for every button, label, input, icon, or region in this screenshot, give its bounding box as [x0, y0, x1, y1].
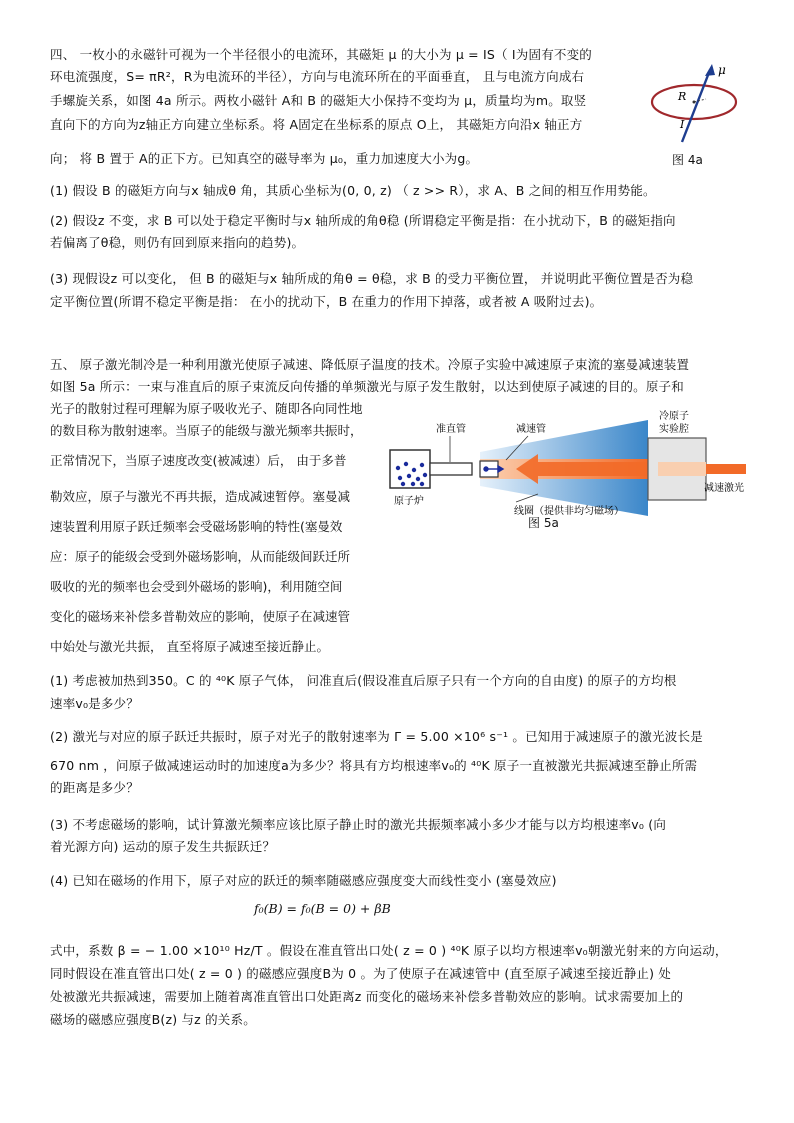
s5-line-3: 光子的散射过程可理解为原子吸收光子、随即各向同性地 [50, 401, 363, 416]
s5-question-1a: (1) 考虑被加热到350。C 的 ⁴⁰K 原子气体， 问准直后(假设准直后原子只有一个方向的自由度) 的原子的方均根 [50, 673, 677, 688]
s5-line-11: 中始处与激光共振， 直至将原子减速至接近静止。 [50, 639, 329, 654]
s5-question-4b: 式中，系数 β = − 1.00 ×10¹⁰ Hz/T 。假设在准直管出口处( z = 0 ) ⁴⁰K 原子以均方根速率v₀朝激光射来的方向运动， [50, 943, 728, 958]
s5-line-10: 变化的磁场来补偿多普勒效应的影响，使原子在减速管 [50, 609, 351, 624]
s4-line-1: 四、 一枚小的永磁针可视为一个半径很小的电流环，其磁矩 μ 的大小为 μ = IS（ I为固有不变的 [50, 47, 593, 62]
coil-pointer [516, 494, 538, 502]
s5-question-4c: 同时假设在准直管出口处( z = 0 ) 的磁感应强度B为 0 。为了使原子在减速管中 (直至原子减速至接近静止) 处 [50, 966, 672, 981]
fig5a-caption: 图 5a [528, 516, 559, 530]
s5-question-3a: (3) 不考虑磁场的影响，试计算激光频率应该比原子静止时的激光共振频率减小多少才能与以方均根速率v₀ (向 [50, 817, 667, 832]
fig4a-R-label: R [678, 90, 687, 103]
s4-question-2a: (2) 假设z 不变，求 B 可以处于稳定平衡时与x 轴所成的角θ稳 (所谓稳定平衡是指：在小扰动下，B 的磁矩指向 [50, 213, 676, 228]
chamber-label: 实验腔 [659, 424, 689, 435]
s4-question-2b: 若偏离了θ稳，则仍有回到原来指向的趋势)。 [50, 235, 305, 250]
zeeman-equation: f₀(B) = f₀(B = 0) + βB [254, 901, 391, 916]
s5-line-6: 勒效应，原子与激光不再共振，造成减速暂停。塞曼减 [50, 489, 351, 504]
s5-line-1: 五、 原子激光制冷是一种利用激光使原子减速、降低原子温度的技术。冷原子实验中减速原子束流的塞曼减速装置 [50, 357, 690, 372]
slowing-tube-label: 减速管 [516, 424, 546, 435]
s5-line-9: 吸收的光的频率也会受到外磁场的影响)，利用随空间 [50, 579, 343, 594]
s5-line-7: 速装置利用原子跃迁频率会受磁场影响的特性(塞曼效 [50, 519, 343, 534]
s4-question-1: (1) 假设 B 的磁矩方向与x 轴成θ 角，其质心坐标为(0, 0, z) （ z >> R），求 A、B 之间的相互作用势能。 [50, 183, 656, 198]
fig4a-caption: 图 4a [672, 153, 703, 167]
collimator-label: 准直管 [436, 424, 466, 435]
s5-line-5: 正常情况下，当原子速度改变(被减速）后， 由于多普 [50, 453, 347, 468]
s5-question-2a: (2) 激光与对应的原子跃迁共振时，原子对光子的散射速率为 Γ = 5.00 ×10⁶ s⁻¹ 。已知用于减速原子的激光波长是 [50, 729, 703, 744]
moment-axis-line [682, 70, 710, 142]
s5-line-4: 的数目称为散射速率。当原子的能级与激光频率共振时， [50, 423, 363, 438]
s5-question-2c: 的距离是多少？ [50, 780, 139, 795]
s5-question-1b: 速率v₀是多少？ [50, 696, 140, 711]
figure-5a-zeeman-slower [388, 404, 748, 532]
fig4a-mu-label: μ [718, 63, 726, 77]
s5-question-4e: 磁场的磁感应强度B(z) 与z 的关系。 [50, 1012, 256, 1027]
s5-question-3b: 着光源方向) 运动的原子发生共振跃迁？ [50, 839, 276, 854]
oven-label: 原子炉 [394, 496, 424, 507]
atom-oven-box [390, 450, 430, 488]
s4-line-3: 手螺旋关系，如图 4a 所示。两枚小磁针 A和 B 的磁矩大小保持不变均为 μ，质量均为m。取竖 [50, 93, 587, 108]
s4-line-4: 直向下的方向为z轴正方向建立坐标系。将 A固定在坐标系的原点 O上， 其磁矩方向沿x 轴正方 [50, 117, 583, 132]
s4-question-3a: (3) 现假设z 可以变化， 但 B 的磁矩与x 轴所成的角θ = θ稳，求 B 的受力平衡位置， 并说明此平衡位置是否为稳 [50, 271, 694, 286]
radius-line [694, 99, 706, 102]
collimator-tube [430, 463, 472, 475]
coil-label: 线圈（提供非均匀磁场） [514, 506, 624, 517]
s5-question-4d: 处被激光共振减速，需要加上随着离准直管出口处距离z 而变化的磁场来补偿多普勒效应的影响。试求需要加上的 [50, 989, 684, 1004]
s4-line-2: 环电流强度，S= πR²，R为电流环的半径），方向与电流环所在的平面垂直， 且与电流方向成右 [50, 69, 585, 84]
chamber-laser [658, 462, 706, 476]
fig4a-I-label: I [680, 118, 685, 131]
loop-center-dot [693, 101, 696, 104]
laser-label: 减速激光 [704, 483, 744, 494]
moment-arrowhead [705, 64, 715, 76]
s5-question-2b: 670 nm ，问原子做减速运动时的加速度a为多少？将具有方均根速率v₀的 ⁴⁰K 原子一直被激光共振减速至静止所需 [50, 758, 698, 773]
s5-question-4a: (4) 已知在磁场的作用下，原子对应的跃迁的频率随磁感应强度变大而线性变小 (塞曼效应) [50, 873, 557, 888]
s5-line-2: 如图 5a 所示：一束与准直后的原子束流反向传播的单频激光与原子发生散射，以达到使原子减速的目的。原子和 [50, 379, 684, 394]
s5-line-8: 应：原子的能级会受到外磁场影响，从而能级间跃迁所 [50, 549, 351, 564]
s4-line-5: 向； 将 B 置于 A的正下方。已知真空的磁导率为 μ₀，重力加速度大小为g。 [50, 151, 479, 166]
s4-question-3b: 定平衡位置(所谓不稳定平衡是指： 在小的扰动下，B 在重力的作用下掉落，或者被 A 吸附过去)。 [50, 294, 603, 309]
cold-atom-label: 冷原子 [659, 411, 689, 422]
